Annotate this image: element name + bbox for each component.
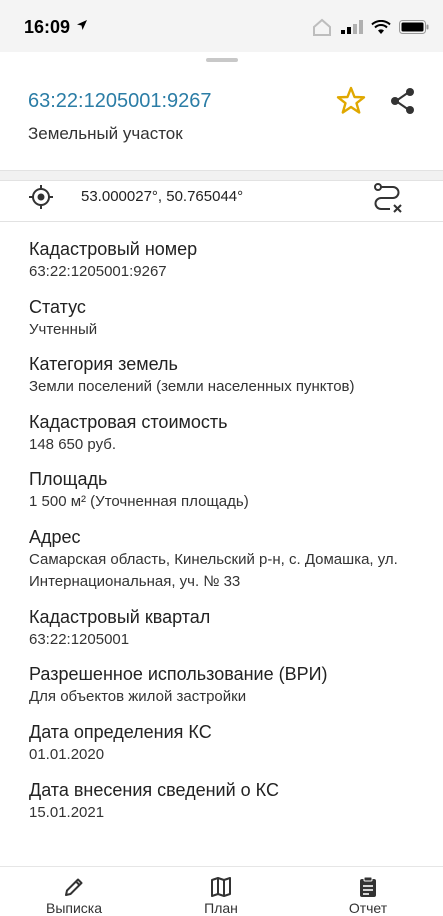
field-label: Статус [29,297,86,317]
bottom-navigation [0,866,443,916]
home-icon [311,16,333,38]
object-type: Земельный участок [28,124,183,143]
field-cadastral-number [29,238,429,283]
tab-label: Выписка [45,900,103,916]
field-cadastral-value [29,411,429,456]
field-value: 01.01.2020 [29,746,105,763]
field-address [29,526,429,593]
field-permitted-use [29,663,429,708]
battery-icon [399,20,429,34]
status-indicators [311,16,429,38]
coordinates-text: 53.000027°, 50.765044° [81,188,244,205]
field-label: Площадь [29,469,108,489]
signal-icon [341,20,363,34]
route-icon[interactable] [370,181,404,215]
field-value[interactable]: 63:22:1205001 [29,631,130,648]
field-label: Дата внесения сведений о КС [29,780,279,800]
wifi-icon [371,20,391,35]
field-label: Кадастровый номер [29,239,198,259]
field-entry-date [29,779,429,824]
section-divider [0,170,443,181]
field-value: Для объектов жилой застройки [29,688,247,705]
pencil-icon [63,876,85,898]
tab-extract[interactable] [14,867,134,916]
field-value: Учтенный [29,321,98,338]
status-time: 16:09 [24,17,71,37]
field-status [29,296,429,341]
map-icon [210,876,232,898]
cadastral-number-title: 63:22:1205001:9267 [28,90,212,112]
field-value: 63:22:1205001:9267 [29,263,167,280]
field-cadastral-quarter [29,606,429,651]
field-land-category [29,353,429,398]
field-area [29,468,429,513]
coordinates-row[interactable] [0,181,443,221]
status-bar [0,0,443,52]
field-value: 1 500 м² (Уточненная площадь) [29,493,249,510]
field-label: Кадастровая стоимость [29,412,228,432]
field-label: Категория земель [29,354,178,374]
tab-label: План [204,900,238,916]
object-sheet [0,52,443,910]
field-value: Земли поселений (земли населенных пунктов) [29,378,355,395]
share-icon[interactable] [388,86,418,116]
location-arrow-icon [76,19,88,31]
field-label: Дата определения КС [29,722,212,742]
tab-label: Отчет [348,900,388,916]
star-icon[interactable] [334,84,368,118]
field-label: Кадастровый квартал [29,607,211,627]
section-divider [0,221,443,222]
target-icon [28,184,54,210]
field-valuation-date [29,721,429,766]
field-value: 15.01.2021 [29,804,105,821]
field-label: Адрес [29,527,81,547]
tab-plan[interactable] [161,867,281,916]
field-value: Самарская область, Кинельский р-н, с. Домашка, ул. Интернациональная, уч. № 33 [29,551,398,590]
tab-report[interactable] [308,867,428,916]
field-label: Разрешенное использование (ВРИ) [29,664,328,684]
drag-handle[interactable] [206,58,238,62]
clipboard-icon [357,876,379,898]
field-value: 148 650 руб. [29,436,116,453]
